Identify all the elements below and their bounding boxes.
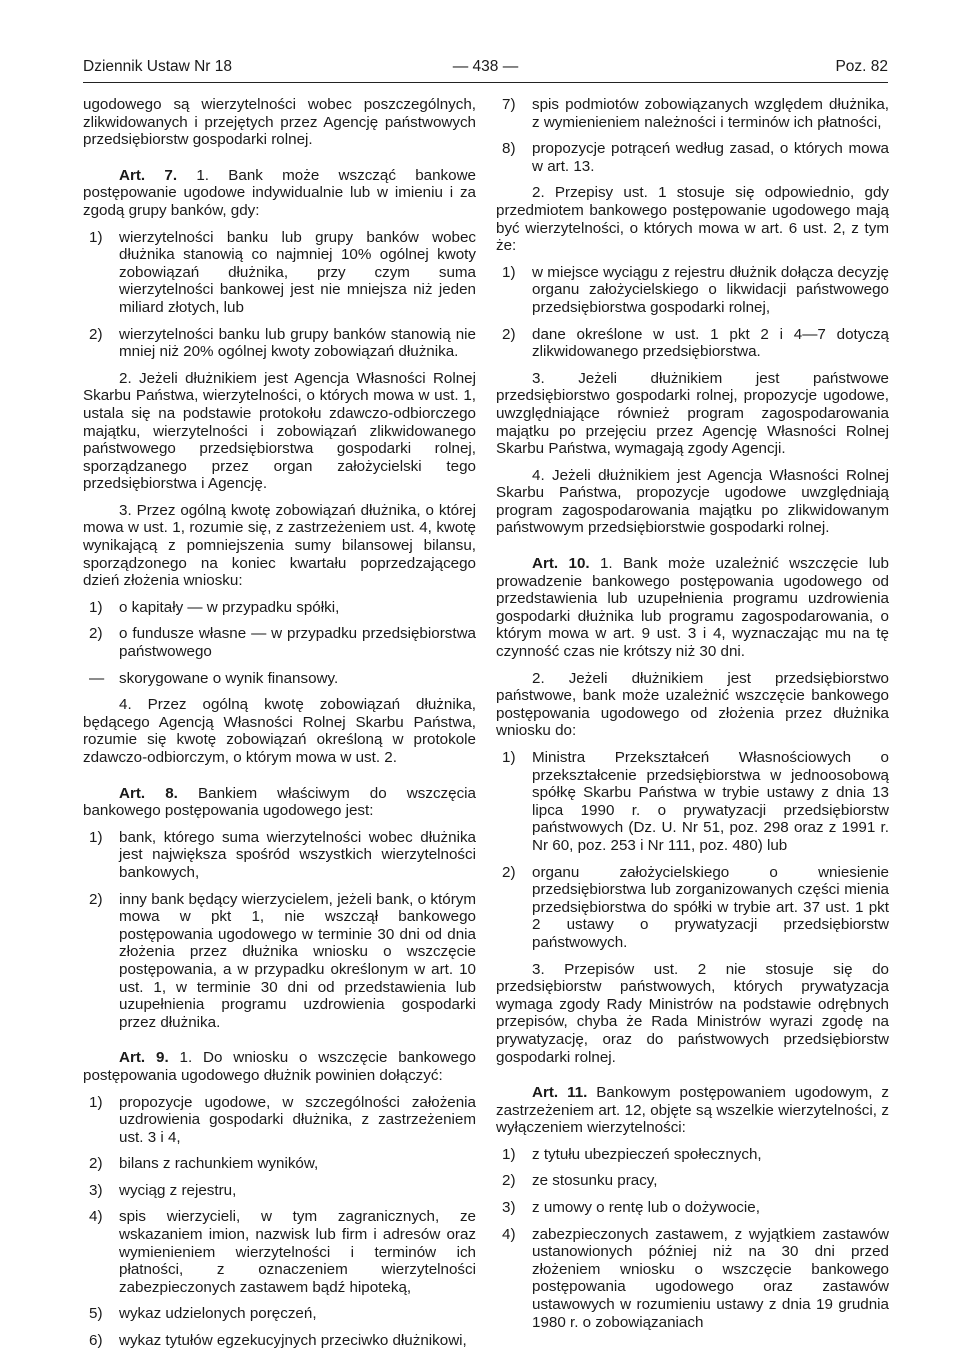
article-10-para-1: Art. 10. 1. Bank może uzależnić wszczęcie lub prowadzenie bankowego postępowania ugodowego od przedstawienia lub uzupełnienia programu uzdrowienia gospodarki dłużnika lub programu zagospodarowania, o którym mowa w art. 9 ust. 3 i 4, wyznaczając mu na tę czynność czas nie krótszy niż 30 dni.: [496, 555, 889, 661]
article-7-para-1: [83, 167, 476, 220]
list-item: 2) organu założycielskiego o wniesienie przedsiębiorstwa lub zorganizowanych części mienia przedsiębiorstwa do spółki w trybie art. 37 ust. 1 pkt 2 ustawy o prywatyzacji przedsiębiorstw państwowych.: [502, 863, 889, 951]
article-8-label: Art. 8.: [119, 784, 178, 802]
list-item: 7) spis podmiotów zobowiązanych względem dłużnika, z wymienieniem należności i terminów ich płatności,: [502, 96, 889, 131]
continued-paragraph: ugodowego są wierzytelności wobec poszczególnych, zlikwidowanych i przejętych przez Agencję państwowych przedsiębiorstw gospodarki rolnej.: [83, 96, 476, 149]
list-item: 5) wykaz udzielonych poręczeń,: [89, 1305, 317, 1323]
article-11-para: Art. 11. Bankowym postępowaniem ugodowym, z zastrzeżeniem art. 12, objęte są wszelkie wierzytelności, z wyłączeniem wierzytelności:: [496, 1084, 889, 1137]
list-item: 1) propozycje ugodowe, w szczególności założenia uzdrowienia gospodarki dłużnika, z zastrzeżeniem ust. 3 i 4,: [89, 1093, 476, 1146]
list-item: 2) ze stosunku pracy,: [502, 1172, 658, 1190]
list-item: 6) wykaz tytułów egzekucyjnych przeciwko dłużnikowi,: [89, 1332, 467, 1350]
list-item: 1) o kapitały — w przypadku spółki,: [89, 598, 340, 616]
list-item: 1) wierzytelności banku lub grupy banków wobec dłużnika stanowią co najmniej 10% ogólnej kwoty zobowiązań dłużnika, przy czym suma wierzytelności bankowej jest nie mniejsza niż jeden miliard złotych, lub: [89, 228, 476, 316]
article-9-para-4: 4. Jeżeli dłużnikiem jest Agencja Własności Rolnej Skarbu Państwa, propozycje ugodowe uwzględniają program zagospodarowania majątku po zlikwidowanym państwowym przedsiębiorstwie gospodarki rolnej.: [496, 466, 889, 537]
journal-title: Dziennik Ustaw Nr 18: [83, 58, 233, 75]
page-number: — 438 —: [452, 58, 519, 75]
article-7-para-4: 4. Przez ogólną kwotę zobowiązań dłużnika, będącego Agencją Własności Rolnej Skarbu Państwa, rozumie się kwotę zobowiązań określoną w protokole zdawczo-odbiorczym, o którym mowa w ust. 2.: [83, 696, 476, 766]
list-item: 2) inny bank będący wierzycielem, jeżeli bank, o którym mowa w pkt 1, nie wszczął bankowego postępowania ugodowego w terminie 30 dni od dnia złożenia przez dłużnika wniosku o wszczęcie postępowania, a w przypadku określonym w art. 10 ust. 1, w terminie 30 dni od przedstawienia lub uzupełnienia programu uzdrowienia gospodarki przez dłużnika.: [89, 890, 476, 1031]
list-item: 2) dane określone w ust. 1 pkt 2 i 4—7 dotyczą zlikwidowanego przedsiębiorstwa.: [502, 325, 889, 361]
left-column: [83, 96, 476, 1359]
list-item: 2) bilans z rachunkiem wyników,: [89, 1155, 319, 1173]
article-7-para-3: 3. Przez ogólną kwotę zobowiązań dłużnika, o której mowa w ust. 1, rozumie się, z zastrzeżeniem ust. 4, kwotę wynikającą z pomniejszenia sumy bilansowej bilansu, sporządzonego na koniec kwartału poprzedzającego dzień złożenia wniosku:: [83, 501, 476, 590]
running-header: [83, 58, 888, 82]
list-item: 1) bank, którego suma wierzytelności wobec dłużnika jest największa spośród wszystkich wierzytelności bankowych,: [89, 828, 476, 881]
list-item: 1) Ministra Przekształceń Własnościowych o przekształcenie przedsiębiorstwa w jednoosobową spółkę Skarbu Państwa w trybie ustawy z dnia 13 lipca 1990 r. o prywatyzacji przedsiębiorstw państwowych (Dz. U. Nr 51, poz. 298 oraz z 1991 r. Nr 60, poz. 253 i Nr 111, poz. 480) lub: [502, 749, 889, 854]
list-item: 2) wierzytelności banku lub grupy banków stanowią nie mniej niż 20% ogólnej kwoty zobowiązań dłużnika.: [89, 325, 476, 361]
article-9-para-1: Art. 9. 1. Do wniosku o wszczęcie bankowego postępowania ugodowego dłużnik powinien dołączyć:: [83, 1049, 476, 1084]
list-item: 3) z umowy o rentę lub o dożywocie,: [502, 1199, 760, 1217]
article-9-para-3: 3. Jeżeli dłużnikiem jest państwowe przedsiębiorstwo gospodarki rolnej, propozycje ugodowe, uwzględniające również program zagospodarowania majątku po przejęciu przez Agencję Własności Rolnej Skarbu Państwa, wymagają zgody Agencji.: [496, 369, 889, 458]
list-item: 2) o fundusze własne — w przypadku przedsiębiorstwa państwowego: [89, 625, 476, 661]
right-column: [496, 96, 889, 1340]
list-item: 4) zabezpieczonych zastawem, z wyjątkiem zastawów ustanowionych później niż na 30 dni przed złożeniem wniosku o wszczęcie bankowego postępowania ugodowego oraz zastawów ustawowych w rozumieniu ustawy z dnia 19 grudnia 1980 r. o zobowiązaniach: [502, 1225, 889, 1331]
article-7-text: 1. Bank może wszcząć bankowe postępowanie ugodowe indywidualnie lub w imieniu i za zgodą grupy banków, gdy:: [83, 166, 476, 219]
list-item: 4) spis wierzycieli, w tym zagranicznych, ze wskazaniem imion, nazwisk lub firm i adresów oraz wymienieniem wierzytelności i terminów ich płatności, z oznaczeniem wierzytelności zabezpieczonych zastawem bądź hipoteką,: [89, 1208, 476, 1296]
list-item: 1) z tytułu ubezpieczeń społecznych,: [502, 1145, 762, 1163]
list-item: 8) propozycje potrąceń według zasad, o których mowa w art. 13.: [502, 140, 889, 175]
article-10-label: Art. 10.: [532, 555, 590, 573]
article-7-para-2: 2. Jeżeli dłużnikiem jest Agencja Własności Rolnej Skarbu Państwa, wierzytelności, o których mowa w ust. 1, ustala się na podstawie protokołu zdawczo-odbiorczego majątku, wierzytelności i zobowiązań zlikwidowanego państwowego przedsiębiorstwa gospodarki rolnej, sporządzanego przez organ założycielski tego przedsiębiorstwa i Agencję.: [83, 369, 476, 493]
list-item: 3) wyciąg z rejestru,: [89, 1181, 237, 1199]
article-10-para-2: 2. Jeżeli dłużnikiem jest przedsiębiorstwo państwowe, bank może uzależnić wszczęcie bankowego postępowania ugodowego od złożenia przez dłużnika wniosku do:: [496, 669, 889, 740]
article-7-label: Art. 7.: [119, 166, 178, 184]
article-9-label: Art. 9.: [119, 1049, 169, 1067]
list-item: — skorygowane o wynik finansowy.: [89, 669, 339, 687]
article-9-para-2: 2. Przepisy ust. 1 stosuje się odpowiednio, gdy przedmiotem bankowego postępowanie ugodowego mają być wierzytelności, o których mowa w art. 6 ust. 2, z tym że:: [496, 184, 889, 255]
article-10-para-3: 3. Przepisów ust. 2 nie stosuje się do przedsiębiorstw państwowych, których prywatyzacja wymaga zgody Rady Ministrów na podstawie odrębnych przepisów, chyba że Rada Ministrów wyrazi zgodę na prywatyzację, oraz do państwowych przedsiębiorstw gospodarki rolnej.: [496, 960, 889, 1066]
article-8-para: Art. 8. Bankiem właściwym do wszczęcia bankowego postępowania ugodowego jest:: [83, 784, 476, 820]
article-11-label: Art. 11.: [532, 1084, 588, 1102]
position-number: Poz. 82: [835, 58, 888, 75]
header-rule: [83, 82, 888, 83]
list-item: 1) w miejsce wyciągu z rejestru dłużnik dołącza decyzję organu założycielskiego o likwidacji państwowego przedsiębiorstwa gospodarki rolnej,: [502, 263, 889, 316]
